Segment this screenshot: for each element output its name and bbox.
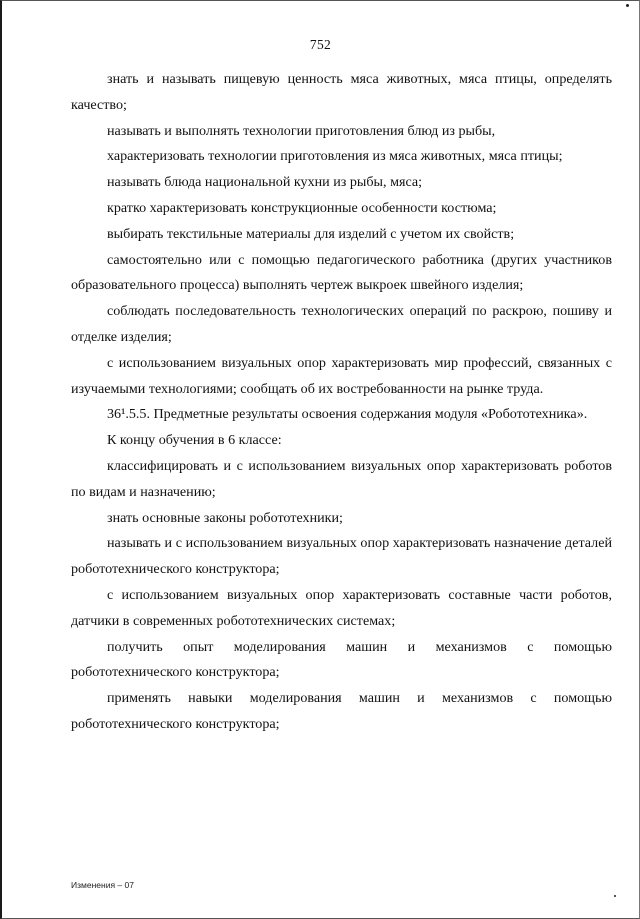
paragraph: соблюдать последовательность технологических операций по раскрою, пошиву и отделке изделия; [71,303,612,345]
paragraph: называть и с использованием визуальных опор характеризовать назначение деталей робототехнического конструктора; [71,535,612,578]
paragraph: с использованием визуальных опор характеризовать мир профессий, связанных с изучаемыми технологиями; сообщать об их востребованности на рынке труда. [71,354,612,397]
scan-speck [614,895,616,897]
paragraph: называть блюда национальной кухни из рыбы, мяса; [107,174,423,191]
paragraph: классифицировать и с использованием визуальных опор характеризовать роботов по видам и назначению; [71,457,612,500]
paragraph: знать основные законы робототехники; [107,509,343,526]
paragraph: характеризовать технологии приготовления из мяса животных, мяса птицы; [107,148,563,165]
page-body [71,67,612,738]
paragraph: применять навыки моделирования машин и механизмов с помощью робототехнического конструктора; [71,690,612,732]
paragraph: называть и выполнять технологии приготовления блюд из рыбы, [107,122,496,139]
section-heading: 36¹.5.5. Предметные результаты освоения содержания модуля «Робототехника». [107,406,588,423]
paragraph: самостоятельно или с помощью педагогического работника (других участников образовательного процесса) выполнять чертеж выкроек швейного изделия; [71,251,612,294]
paragraph: выбирать текстильные материалы для изделий с учетом их свойств; [107,225,515,242]
scan-speck [626,4,629,7]
footer-revision-note: Изменения – 07 [71,880,134,890]
paragraph: К концу обучения в 6 классе: [107,432,282,449]
paragraph: кратко характеризовать конструкционные особенности костюма; [107,199,497,216]
paragraph: знать и называть пищевую ценность мяса животных, мяса птицы, определять качество; [71,71,612,113]
paragraph: получить опыт моделирования машин и механизмов с помощью робототехнического конструктора; [71,638,612,681]
paragraph: с использованием визуальных опор характеризовать составные части роботов, датчики в современных робототехнических системах; [71,586,612,629]
page-number: 752 [309,37,332,52]
